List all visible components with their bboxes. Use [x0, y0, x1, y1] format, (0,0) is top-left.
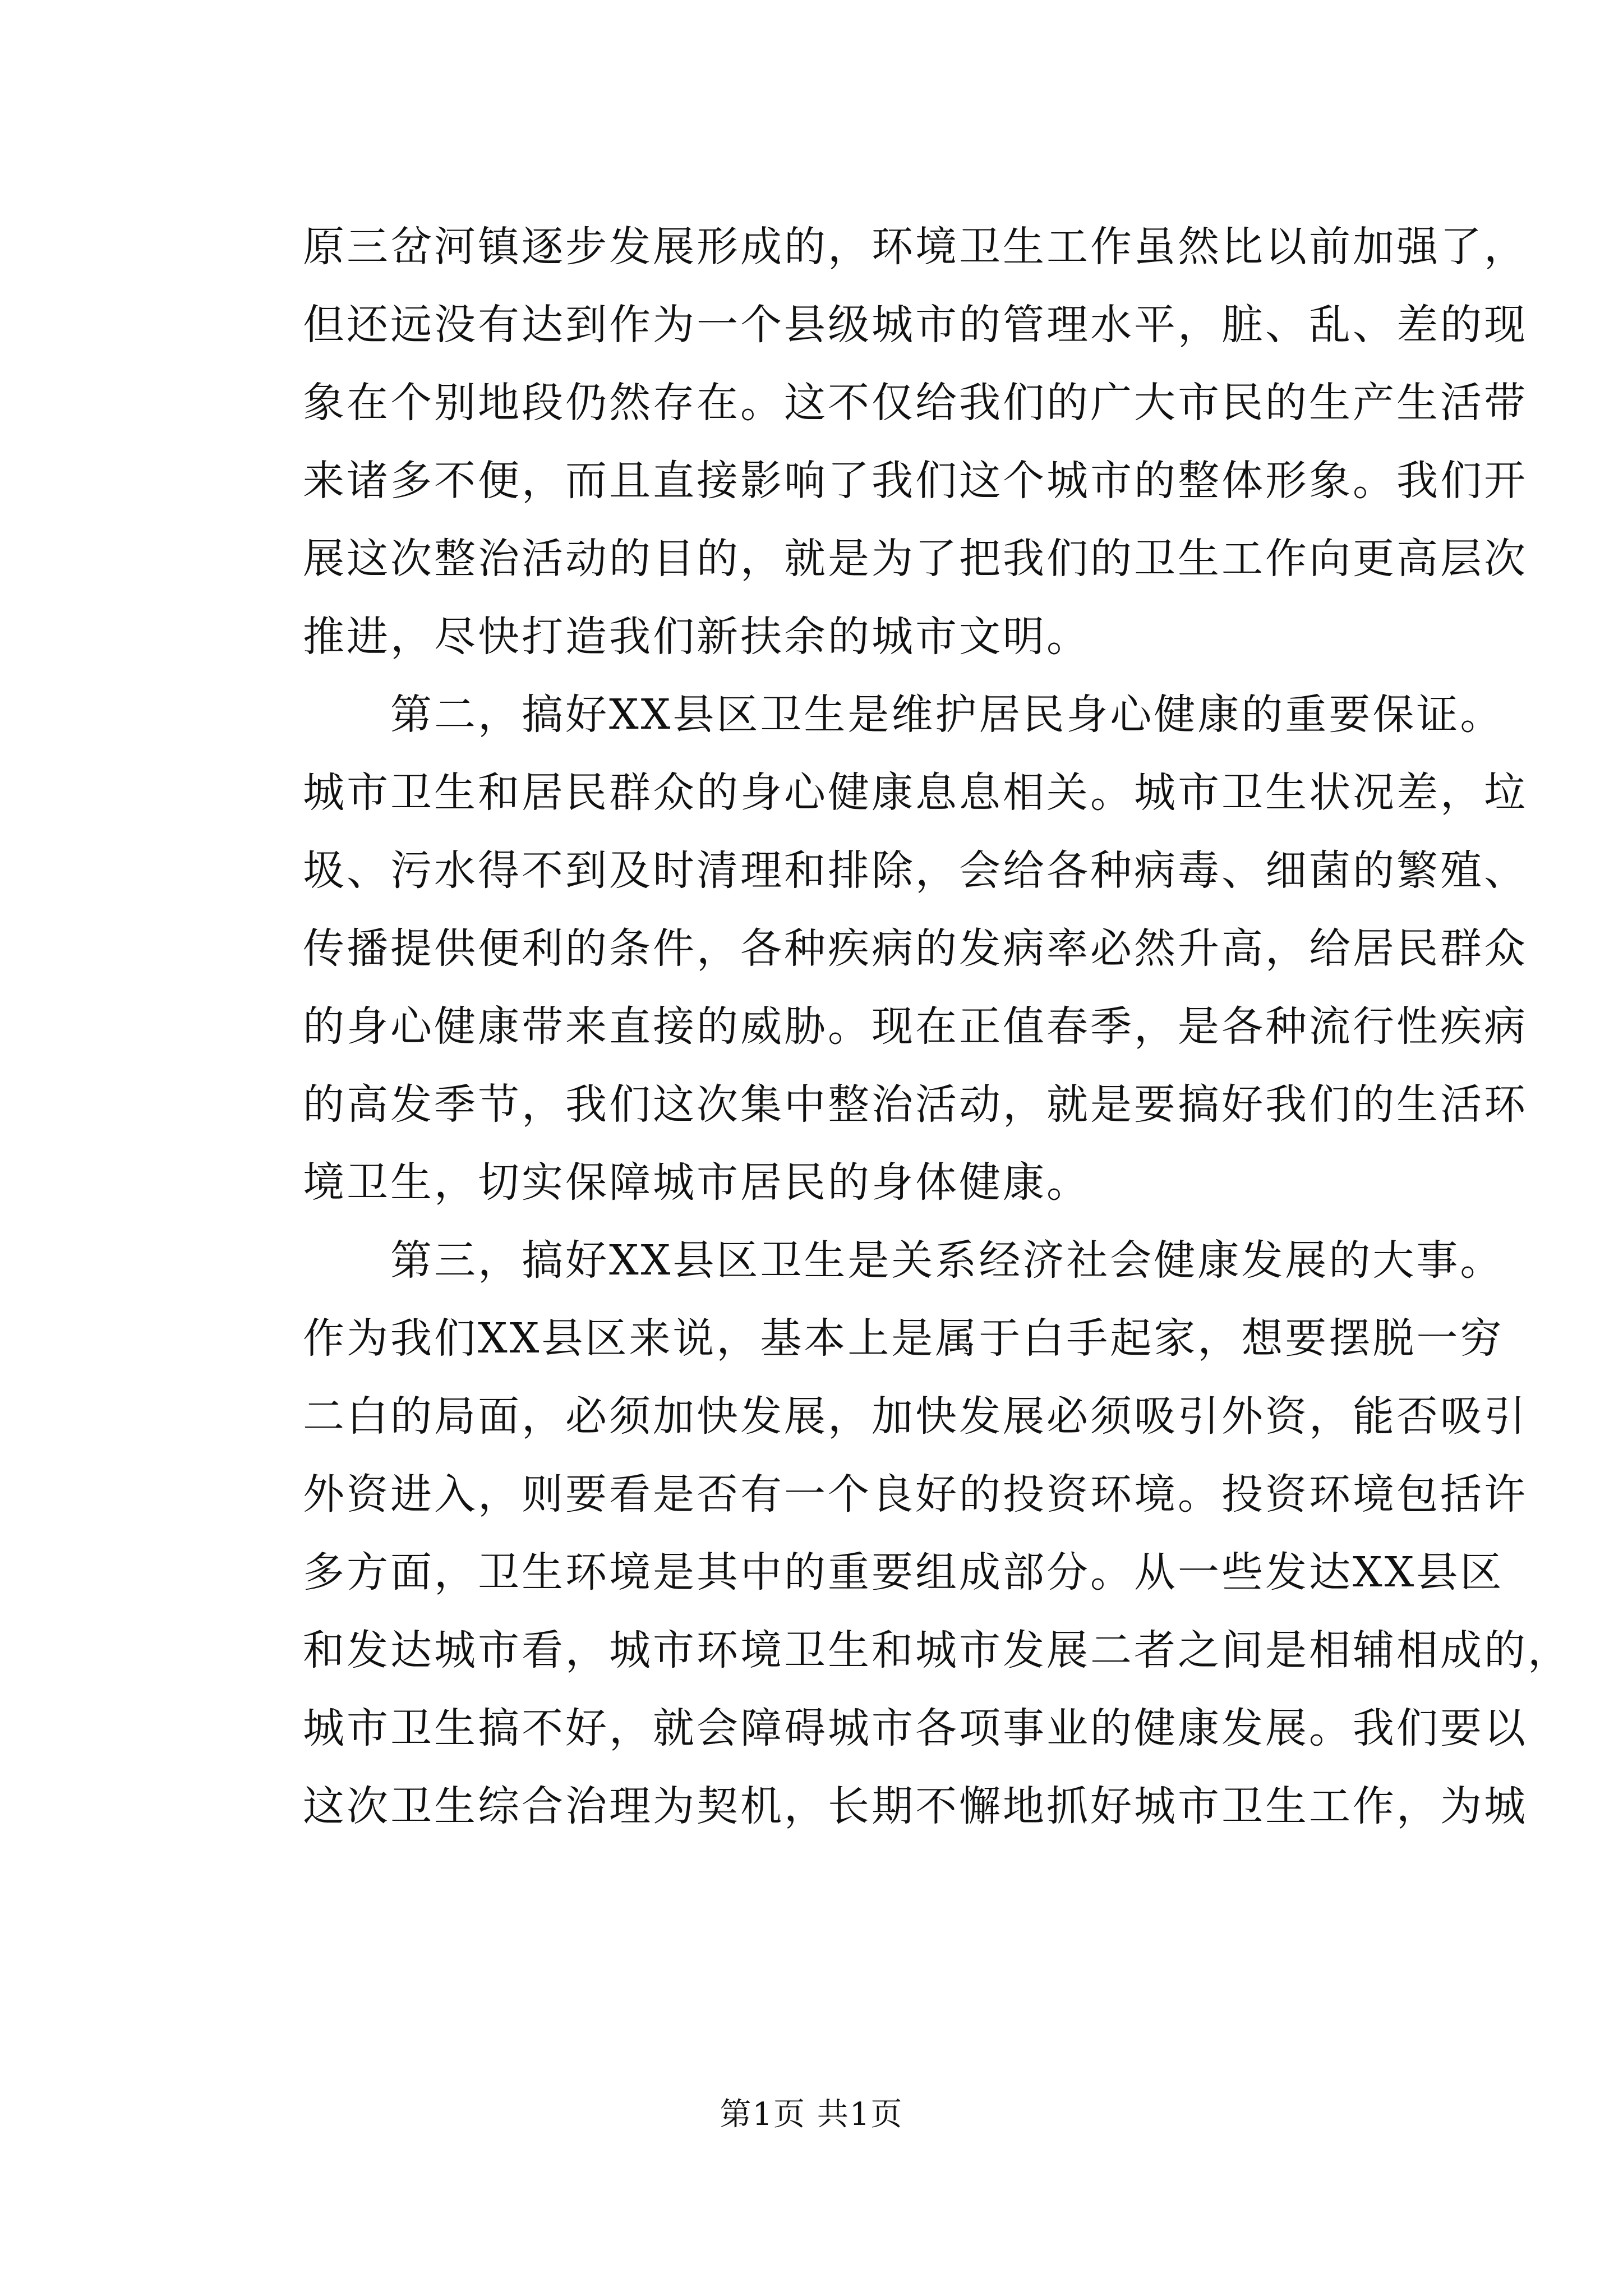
text-line: 城市卫生和居民群众的身心健康息息相关。城市卫生状况差，垃 — [303, 769, 1528, 817]
text-line: 原三岔河镇逐步发展形成的，环境卫生工作虽然比以前加强了， — [303, 223, 1528, 271]
text-line: 境卫生，切实保障城市居民的身体健康。 — [303, 1158, 1090, 1207]
text-line: 的高发季节，我们这次集中整治活动，就是要搞好我们的生活环 — [303, 1080, 1528, 1129]
text-line: 推进，尽快打造我们新扶余的城市文明。 — [303, 613, 1090, 661]
text-line: 这次卫生综合治理为契机，长期不懈地抓好城市卫生工作，为城 — [303, 1782, 1528, 1830]
text-line: 作为我们XX县区来说，基本上是属于白手起家，想要摆脱一穷 — [303, 1314, 1504, 1363]
paragraph-heading-line: 第三，搞好XX县区卫生是关系经济社会健康发展的大事。 — [303, 1236, 1504, 1285]
text-line: 的身心健康带来直接的威胁。现在正值春季，是各种流行性疾病 — [303, 1002, 1528, 1051]
text-line: 城市卫生搞不好，就会障碍城市各项事业的健康发展。我们要以 — [303, 1704, 1528, 1752]
text-line: 但还远没有达到作为一个县级城市的管理水平，脏、乱、差的现 — [303, 301, 1528, 349]
text-line: 传播提供便利的条件，各种疾病的发病率必然升高，给居民群众 — [303, 924, 1528, 973]
text-line: 展这次整治活动的目的，就是为了把我们的卫生工作向更高层次 — [303, 535, 1528, 583]
text-line: 和发达城市看，城市环境卫生和城市发展二者之间是相辅相成的， — [303, 1626, 1571, 1674]
text-line: 象在个别地段仍然存在。这不仅给我们的广大市民的生产生活带 — [303, 379, 1528, 427]
text-line: 圾、污水得不到及时清理和排除，会给各种病毒、细菌的繁殖、 — [303, 846, 1528, 895]
page-footer: 第1页 共1页 — [720, 2096, 903, 2133]
text-line: 外资进入，则要看是否有一个良好的投资环境。投资环境包括许 — [303, 1470, 1528, 1519]
text-line: 来诸多不便，而且直接影响了我们这个城市的整体形象。我们开 — [303, 457, 1528, 505]
text-line: 二白的局面，必须加快发展，加快发展必须吸引外资，能否吸引 — [303, 1392, 1528, 1441]
paragraph-heading-line: 第二，搞好XX县区卫生是维护居民身心健康的重要保证。 — [303, 691, 1504, 739]
text-line: 多方面，卫生环境是其中的重要组成部分。从一些发达XX县区 — [303, 1548, 1504, 1596]
